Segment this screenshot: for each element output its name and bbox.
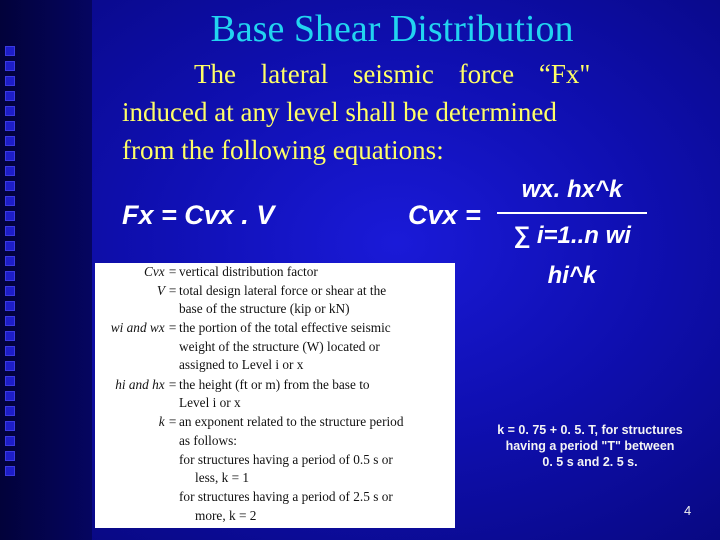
definition-text: for structures having a period of 0.5 s or bbox=[179, 452, 393, 467]
square-icon bbox=[5, 46, 15, 56]
square-icon bbox=[5, 61, 15, 71]
definition-term: Cvx = bbox=[144, 264, 177, 279]
square-icon bbox=[5, 406, 15, 416]
square-icon bbox=[5, 121, 15, 131]
note-line: 0. 5 s and 2. 5 s. bbox=[542, 455, 638, 469]
square-icon bbox=[5, 346, 15, 356]
square-icon bbox=[5, 361, 15, 371]
fraction-denominator: ∑ i=1..n wi hi^k bbox=[513, 222, 631, 289]
square-icon bbox=[5, 241, 15, 251]
definition-text: for structures having a period of 2.5 s or bbox=[179, 489, 393, 504]
square-icon bbox=[5, 391, 15, 401]
definition-text: the height (ft or m) from the base to bbox=[179, 377, 370, 392]
square-icon bbox=[5, 256, 15, 266]
slide-title: Base Shear Distribution bbox=[210, 8, 574, 50]
definition-text: weight of the structure (W) located or bbox=[179, 339, 380, 354]
square-icon bbox=[5, 271, 15, 281]
definition-text: as follows: bbox=[179, 433, 237, 448]
paragraph-line: from the following equations: bbox=[122, 135, 444, 165]
fraction-numerator: wx. hx^k bbox=[521, 176, 623, 203]
definition-row bbox=[95, 413, 455, 431]
definition-text: base of the structure (kip or kN) bbox=[179, 301, 350, 316]
square-icon bbox=[5, 331, 15, 341]
square-icon bbox=[5, 91, 15, 101]
page-number: 4 bbox=[684, 503, 692, 518]
definition-row bbox=[95, 451, 455, 469]
definition-text: an exponent related to the structure period bbox=[179, 414, 404, 429]
paragraph-line: induced at any level shall be determined bbox=[122, 97, 557, 127]
cvx-fraction bbox=[497, 170, 647, 289]
definition-row bbox=[95, 282, 455, 300]
definition-row bbox=[95, 432, 455, 450]
definition-row bbox=[95, 507, 455, 525]
definition-text: more, k = 2 bbox=[195, 508, 257, 523]
square-icon bbox=[5, 76, 15, 86]
definition-term: k = bbox=[158, 414, 177, 429]
fraction-bar bbox=[497, 212, 647, 214]
square-icon bbox=[5, 436, 15, 446]
square-icon bbox=[5, 106, 15, 116]
intro-paragraph bbox=[122, 55, 662, 169]
square-icon bbox=[5, 226, 15, 236]
note-line: k = 0. 75 + 0. 5. T, for structures bbox=[497, 423, 683, 437]
force-equation: Fx = Cvx . V bbox=[122, 200, 275, 230]
definition-text: assigned to Level i or x bbox=[179, 357, 304, 372]
square-icon bbox=[5, 166, 15, 176]
definition-row bbox=[95, 263, 455, 281]
square-icon bbox=[5, 376, 15, 386]
square-bullets-decoration bbox=[3, 46, 23, 481]
definition-text: total design lateral force or shear at the bbox=[179, 283, 387, 298]
definitions-box bbox=[95, 263, 455, 528]
k-exponent-note bbox=[475, 422, 705, 470]
definition-text: Level i or x bbox=[179, 395, 241, 410]
definition-row bbox=[95, 394, 455, 412]
definition-text: less, k = 1 bbox=[195, 470, 250, 485]
square-icon bbox=[5, 136, 15, 146]
cvx-equation-lhs: Cvx = bbox=[408, 200, 481, 230]
square-icon bbox=[5, 421, 15, 431]
note-line: having a period "T" between bbox=[505, 439, 675, 453]
square-icon bbox=[5, 466, 15, 476]
definition-row bbox=[95, 488, 455, 506]
square-icon bbox=[5, 151, 15, 161]
definition-text: the portion of the total effective seismic bbox=[179, 320, 391, 335]
square-icon bbox=[5, 316, 15, 326]
paragraph-line: The lateral seismic force “Fx" bbox=[194, 59, 591, 89]
definition-term: hi and hx = bbox=[115, 377, 177, 392]
definition-term: V = bbox=[156, 283, 177, 298]
square-icon bbox=[5, 286, 15, 296]
square-icon bbox=[5, 301, 15, 311]
definition-text: vertical distribution factor bbox=[179, 264, 318, 279]
left-decorative-strip bbox=[0, 0, 92, 540]
definition-row bbox=[95, 376, 455, 394]
definition-term: wi and wx = bbox=[110, 320, 177, 335]
definition-row bbox=[95, 356, 455, 374]
square-icon bbox=[5, 196, 15, 206]
square-icon bbox=[5, 181, 15, 191]
definition-row bbox=[95, 469, 455, 487]
square-icon bbox=[5, 451, 15, 461]
definition-row bbox=[95, 300, 455, 318]
square-icon bbox=[5, 211, 15, 221]
definition-row bbox=[95, 319, 455, 337]
definition-row bbox=[95, 338, 455, 356]
